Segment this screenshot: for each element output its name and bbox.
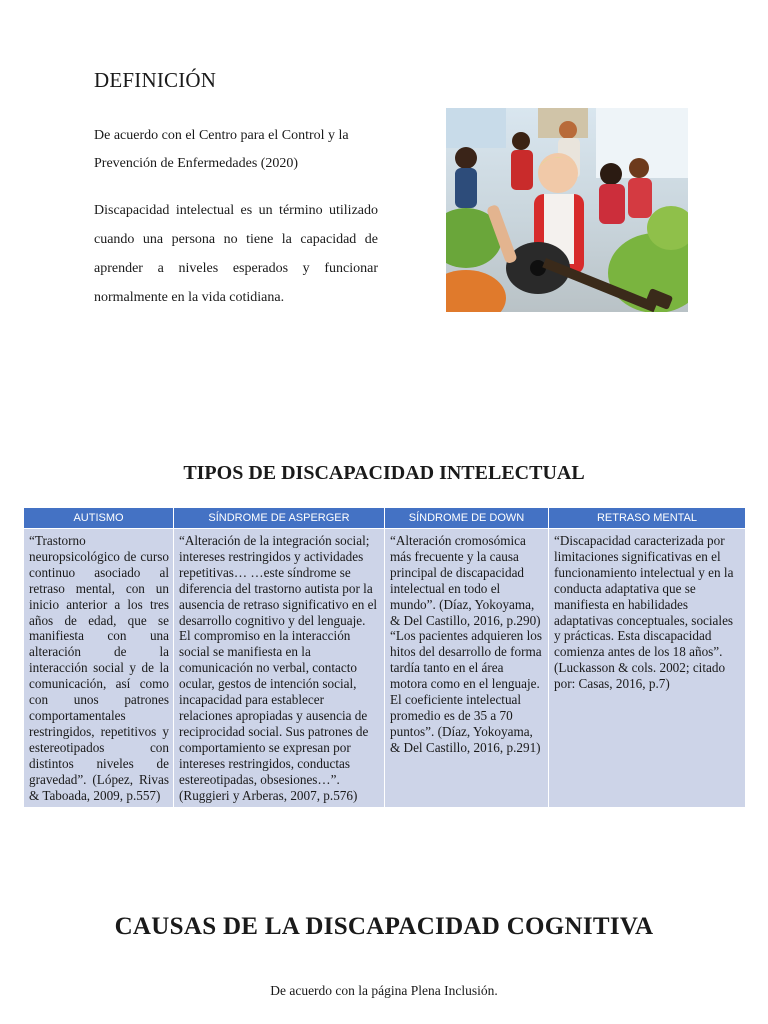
column-header-retraso-mental: RETRASO MENTAL [549,508,746,529]
children-classroom-photo [446,108,688,312]
types-heading: TIPOS DE DISCAPACIDAD INTELECTUAL [183,462,585,484]
definition-heading: DEFINICIÓN [94,68,217,92]
column-header-asperger: SÍNDROME DE ASPERGER [174,508,385,529]
cell-autismo: “Trastorno neuropsicológico de curso continuo asociado al retraso mental, con un inicio anterior a los tres años de edad, que se manifiesta con una alteración de la interacción social y de la comunicación, así como con unos patrones comportamentales restringidos, repetitivos y estereotipados con distintos niveles de gravedad”. (López, Rivas & Taboada, 2009, p.557) [24,529,174,808]
table-row [24,529,746,808]
causes-source: De acuerdo con la página Plena Inclusión. [270,983,498,998]
table-header-row [24,508,746,529]
definition-source: De acuerdo con el Centro para el Control y la Prevención de Enfermedades (2020) [94,128,349,171]
definition-body: Discapacidad intelectual es un término utilizado cuando una persona no tiene la capacidad de aprender a niveles esperados y funcionar normalmente en la vida cotidiana. [94,203,378,305]
cell-down: “Alteración cromosómica más frecuente y la causa principal de discapacidad intelectual en todo el mundo”. (Díaz, Yokoyama, & Del Castillo, 2016, p.290) “Los pacientes adquieren los hitos del desarrollo de forma tardía tanto en el área motora como en el lenguaje. El coeficiente intelectual promedio es de 35 a 70 puntos”. (Díaz, Yokoyama, & Del Castillo, 2016, p.291) [385,529,549,808]
column-header-down: SÍNDROME DE DOWN [385,508,549,529]
causes-heading: CAUSAS DE LA DISCAPACIDAD COGNITIVA [114,913,654,940]
column-header-autismo: AUTISMO [24,508,174,529]
cell-retraso-mental: “Discapacidad caracterizada por limitaciones significativas en el funcionamiento intelectual y en la conducta adaptativa que se manifiesta en habilidades adaptativas conceptuales, sociales y prácticas. Esta discapacidad comienza antes de los 18 años”. (Luckasson & cols. 2002; citado por: Casas, 2016, p.7) [549,529,746,808]
cell-asperger: “Alteración de la integración social; intereses restringidos y actividades repetitivas… …este síndrome se diferencia del trastorno autista por la ausencia de retraso significativo en el desarrollo cognitivo y del lenguaje. El compromiso en la interacción social se manifiesta en la comunicación no verbal, contacto ocular, gestos de intención social, incapacidad para establecer relaciones apropiadas y ausencia de reciprocidad social. Sus patrones de comportamiento se expresan por intereses restringidos, conductas estereotipadas, obsesiones…”. (Ruggieri y Arberas, 2007, p.576) [174,529,385,808]
disability-types-table [23,507,746,808]
